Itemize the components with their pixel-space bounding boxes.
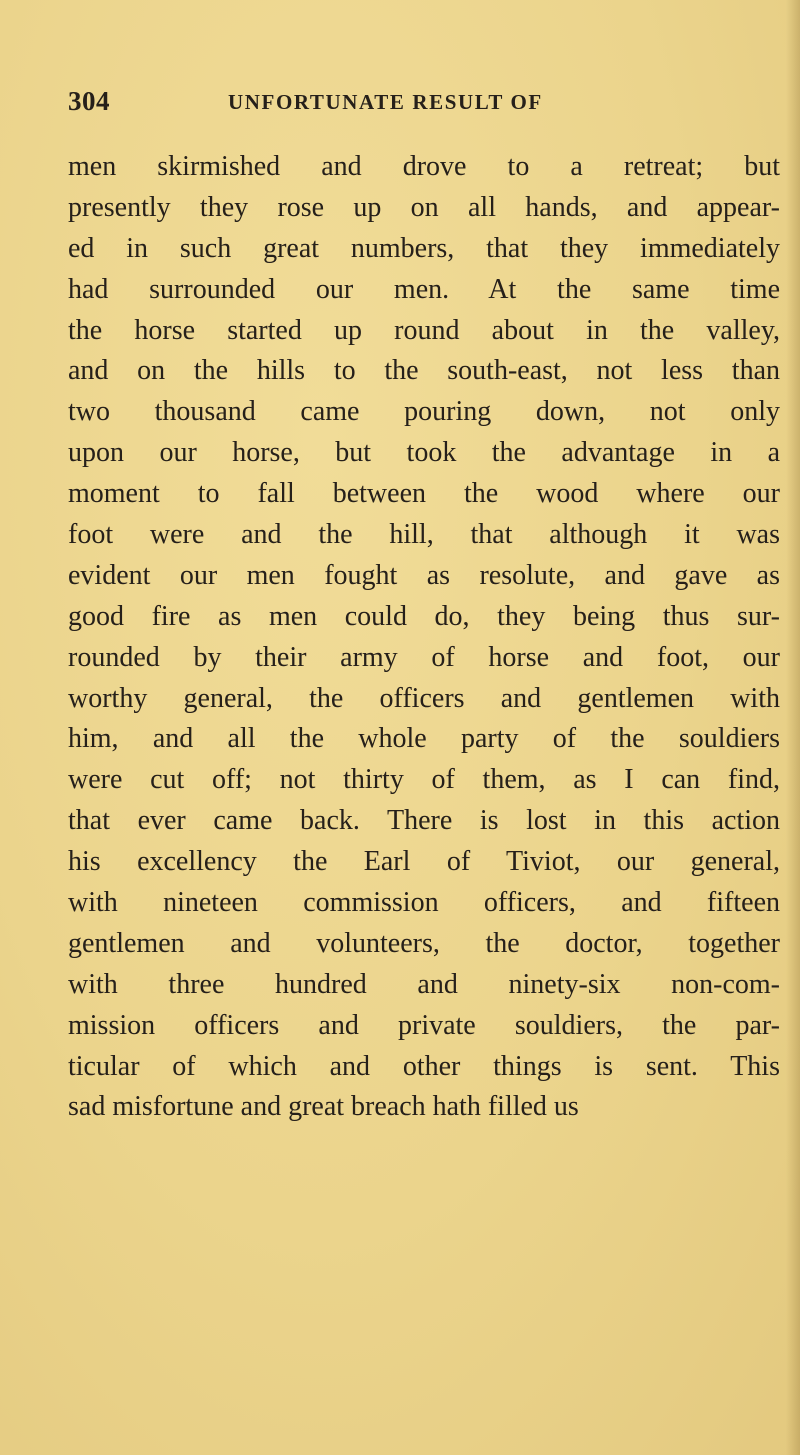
text-line: ticular of which and other things is sent. This [68, 1050, 780, 1082]
text-line: two thousand came pouring down, not only [68, 396, 780, 428]
text-line: presently they rose up on all hands, and appear- [68, 191, 780, 223]
text-line: mission officers and private souldiers, the par- [68, 1009, 780, 1041]
page-number: 304 [68, 86, 110, 116]
page-edge-shadow [786, 0, 800, 1455]
body-text [68, 147, 780, 1128]
text-line: him, and all the whole party of the souldiers [68, 723, 780, 755]
text-line: men skirmished and drove to a retreat; but [68, 151, 780, 182]
text-line: rounded by their army of horse and foot, our [68, 641, 780, 673]
text-line: ed in such great numbers, that they immediately [68, 232, 780, 264]
text-line: worthy general, the officers and gentlemen with [68, 682, 780, 714]
text-line: sad misfortune and great breach hath filled us [68, 1091, 579, 1123]
text-line: his excellency the Earl of Tiviot, our general, [68, 846, 780, 878]
page-header [68, 86, 768, 126]
text-line: good fire as men could do, they being thus sur- [68, 600, 780, 632]
text-line: evident our men fought as resolute, and gave as [68, 559, 780, 591]
text-line: with nineteen commission officers, and fifteen [68, 887, 780, 919]
text-line: the horse started up round about in the valley, [68, 314, 780, 346]
text-line: were cut off; not thirty of them, as I can find, [68, 764, 780, 796]
text-line: with three hundred and ninety-six non-com- [68, 968, 780, 1000]
text-line: and on the hills to the south-east, not less than [68, 355, 780, 387]
text-line: upon our horse, but took the advantage in a [68, 437, 780, 469]
text-line: foot were and the hill, that although it was [68, 519, 780, 551]
text-line: had surrounded our men. At the same time [68, 273, 780, 305]
text-line: that ever came back. There is lost in this action [68, 805, 780, 837]
running-head: UNFORTUNATE RESULT OF [228, 90, 543, 114]
text-line: moment to fall between the wood where our [68, 478, 780, 510]
text-line: gentlemen and volunteers, the doctor, together [68, 927, 780, 959]
